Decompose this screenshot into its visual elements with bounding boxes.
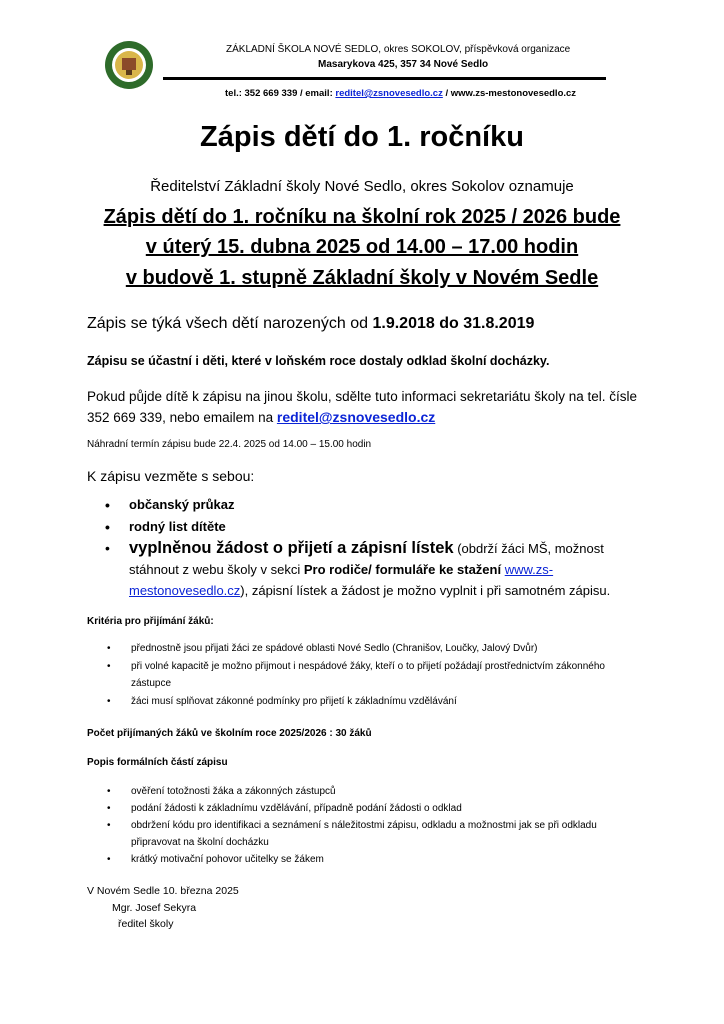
deferred-note: Zápisu se účastní i děti, které v loňském roce dostaly odklad školní docházky. <box>87 354 550 368</box>
forms-section: Pro rodiče/ formuláře ke stažení <box>303 562 502 577</box>
other-school-text: Pokud půjde dítě k zápisu na jinou školu, sdělte tuto informaci sekretariátu školy na tel. čísle 352 669 339, nebo emailem na <box>87 389 638 425</box>
list-item: • krátký motivační pohovor učitelky se žákem <box>87 851 647 868</box>
email-link[interactable]: reditel@zsnovesedlo.cz <box>276 409 436 425</box>
list-item: • při volné kapacitě je možno přijmout i nespádové žáky, kteří o to přijetí požádají prostřednictvím zákonného zástupce <box>87 658 647 692</box>
list-item: • ověření totožnosti žáka a zákonných zástupců <box>87 783 647 800</box>
bring-list <box>87 494 647 601</box>
website-link[interactable]: www.zs-mestonovesedlo.cz <box>129 562 554 598</box>
place-date: V Novém Sedle 10. března 2025 <box>87 885 239 897</box>
age-text: Zápis se týká všech dětí narozených od <box>87 315 373 332</box>
bring-heading: K zápisu vezměte s sebou: <box>87 468 255 484</box>
application-tail: ), zápisní lístek a žádost je možno vyplnit i při samotném zápisu. <box>240 583 611 598</box>
phone-text: tel.: 352 669 339 / email: <box>225 88 336 99</box>
web-text: / www.zs-mestonovesedlo.cz <box>442 88 577 99</box>
school-logo-icon <box>104 40 154 90</box>
header-email-link[interactable]: reditel@zsnovesedlo.cz <box>335 88 443 99</box>
signatory-name: Mgr. Josef Sekyra <box>112 902 197 914</box>
announcement: Ředitelství Základní školy Nové Sedlo, okres Sokolov oznamuje <box>150 178 574 195</box>
list-item: • podání žádosti k základnímu vzdělávání, případně podání žádosti o odklad <box>87 800 647 817</box>
list-item <box>87 538 647 601</box>
list-item: • rodný list dítěte <box>87 516 647 538</box>
criteria-list <box>87 640 647 711</box>
school-name: ZÁKLADNÍ ŠKOLA NOVÉ SEDLO, okres SOKOLOV, příspěvková organizace <box>226 44 571 55</box>
school-address: Masarykova 425, 357 34 Nové Sedlo <box>318 59 489 70</box>
headline-line-3: v budově 1. stupně Základní školy v Novém Sedle <box>125 267 599 289</box>
pupil-count: Počet přijímaných žáků ve školním roce 2025/2026 : 30 žáků <box>87 728 372 739</box>
formal-parts-list <box>87 783 647 868</box>
age-dates: 1.9.2018 do 31.8.2019 <box>372 315 535 332</box>
application-lead: vyplněnou žádost o přijetí a zápisní lístek <box>129 539 454 557</box>
letterhead <box>0 0 724 110</box>
alternate-date: Náhradní termín zápisu bude 22.4. 2025 od 14.00 – 15.00 hodin <box>87 439 372 450</box>
list-item: • přednostně jsou přijati žáci ze spádové oblasti Nové Sedlo (Chranišov, Loučky, Jalový Dvůr) <box>87 640 647 657</box>
headline-line-2: v úterý 15. dubna 2025 od 14.00 – 17.00 hodin <box>145 236 579 258</box>
list-item: • obdržení kódu pro identifikaci a seznámení s náležitostmi zápisu, odkladu a možnostmi jak se při odkladu připravovat na školní docházku <box>87 817 647 851</box>
application-text: (obdrží žáci MŠ, možnost stáhnout z webu školy v sekci <box>129 541 604 577</box>
criteria-heading: Kritéria pro přijímání žáků: <box>87 616 214 627</box>
other-school-note <box>87 386 647 428</box>
page-title: Zápis dětí do 1. ročníku <box>200 121 524 153</box>
list-item: • žáci musí splňovat zákonné podmínky pro přijetí k základnímu vzdělávání <box>87 693 647 710</box>
signatory-role: ředitel školy <box>118 918 174 930</box>
header-divider <box>163 77 606 80</box>
contact-line <box>225 88 576 99</box>
formal-parts-heading: Popis formálních částí zápisu <box>87 757 228 768</box>
age-range <box>87 315 534 333</box>
list-item: • občanský průkaz <box>87 494 647 516</box>
headline-line-1: Zápis dětí do 1. ročníku na školní rok 2025 / 2026 bude <box>103 206 621 228</box>
